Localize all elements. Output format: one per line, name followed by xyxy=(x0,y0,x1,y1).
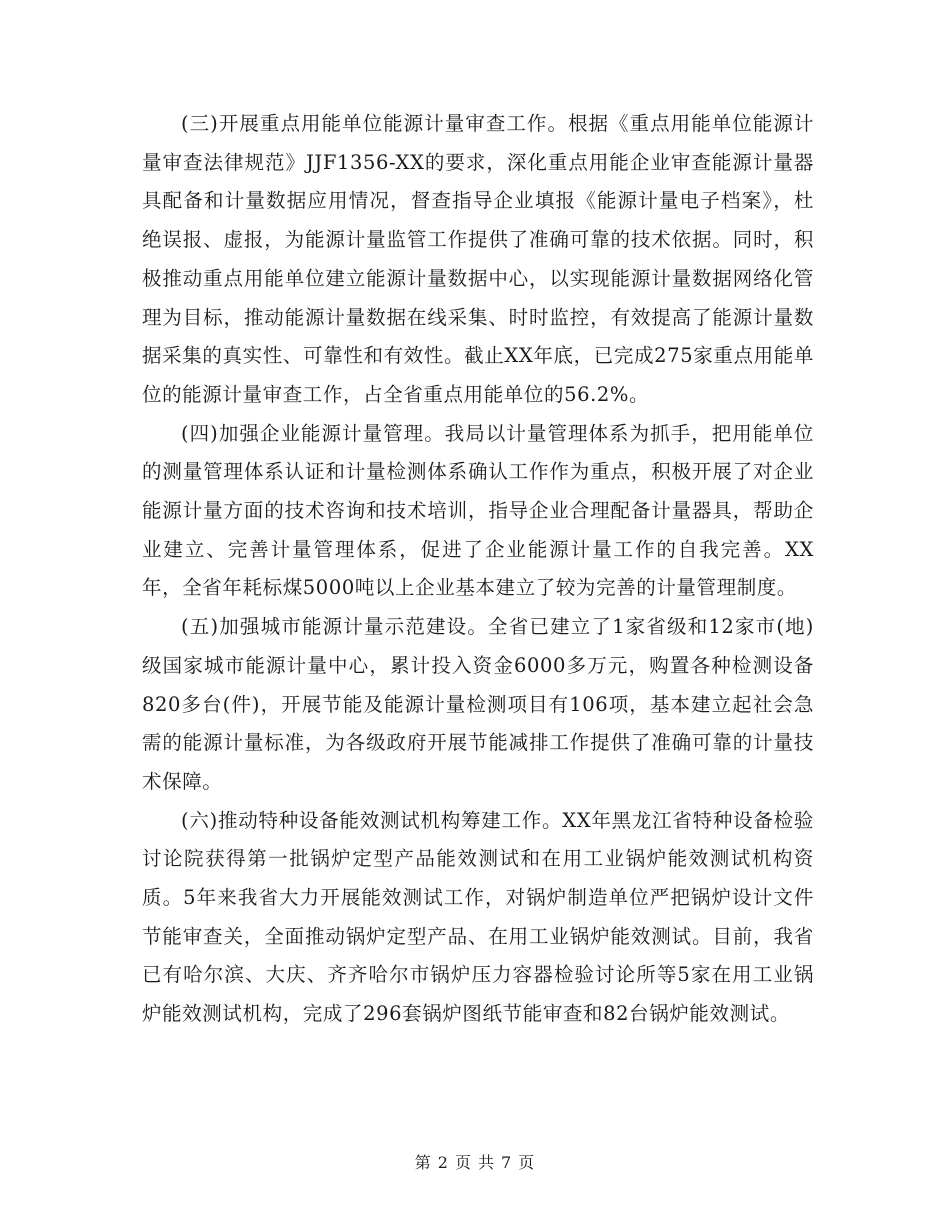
current-page-number: 2 xyxy=(437,1153,449,1172)
paragraph-4: (四)加强企业能源计量管理。我局以计量管理体系为抓手，把用能单位的测量管理体系认证和计量检测体系确认工作作为重点，积极开展了对企业能源计量方面的技术咨询和技术培训，指导企业合理配备计量器具，帮助企业建立、完善计量管理体系，促进了企业能源计量工作的自我完善。XX年，全省年耗标煤5000吨以上企业基本建立了较为完善的计量管理制度。 xyxy=(142,421,814,600)
paragraph-3: (三)开展重点用能单位能源计量审查工作。根据《重点用能单位能源计量审查法律规范》JJF1356-XX的要求，深化重点用能企业审查能源计量器具配备和计量数据应用情况，督查指导企业填报《能源计量电子档案》，杜绝误报、虚报，为能源计量监管工作提供了准确可靠的技术依据。同时，积极推动重点用能单位建立能源计量数据中心，以实现能源计量数据网络化管理为目标，推动能源计量数据在线采集、时时监控，有效提高了能源计量数据采集的真实性、可靠性和有效性。截止XX年底，已完成275家重点用能单位的能源计量审查工作，占全省重点用能单位的56.2%。 xyxy=(142,112,814,406)
footer-suffix: 页 xyxy=(518,1153,536,1172)
page-footer xyxy=(0,1150,950,1173)
footer-total-label: 共 xyxy=(478,1153,496,1172)
document-body xyxy=(142,105,814,1034)
footer-prefix: 第 xyxy=(414,1153,432,1172)
paragraph-5: (五)加强城市能源计量示范建设。全省已建立了1家省级和12家市(地)级国家城市能源计量中心，累计投入资金6000多万元，购置各种检测设备820多台(件)，开展节能及能源计量检测项目有106项，基本建立起社会急需的能源计量标准，为各级政府开展节能减排工作提供了准确可靠的计量技术保障。 xyxy=(142,615,814,793)
total-pages-number: 7 xyxy=(501,1153,513,1172)
footer-page-label: 页 xyxy=(454,1153,472,1172)
paragraph-6: (六)推动特种设备能效测试机构筹建工作。XX年黑龙江省特种设备检验讨论院获得第一批锅炉定型产品能效测试和在用工业锅炉能效测试机构资质。5年来我省大力开展能效测试工作，对锅炉制造单位严把锅炉设计文件节能审查关，全面推动锅炉定型产品、在用工业锅炉能效测试。目前，我省已有哈尔滨、大庆、齐齐哈尔市锅炉压力容器检验讨论所等5家在用工业锅炉能效测试机构，完成了296套锅炉图纸节能审查和82台锅炉能效测试。 xyxy=(142,808,814,1026)
